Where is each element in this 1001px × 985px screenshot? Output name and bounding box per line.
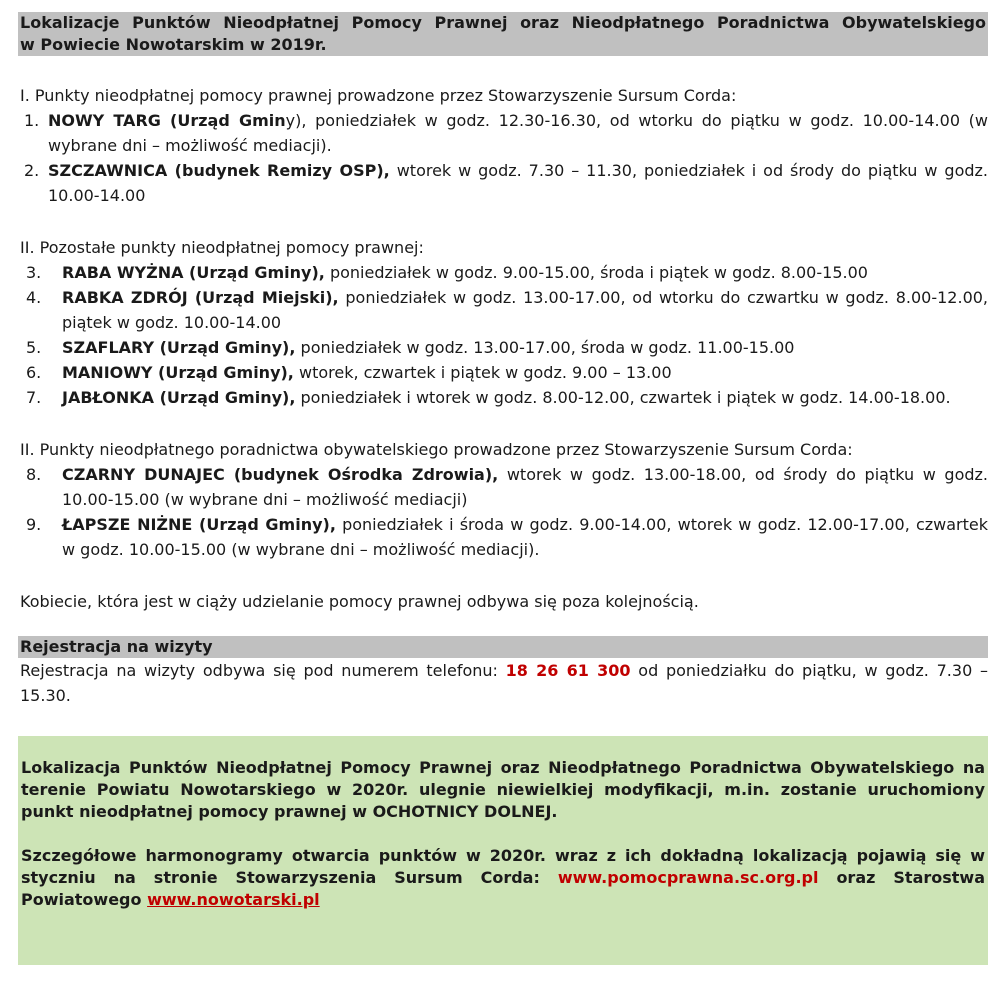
section-3-list — [18, 462, 988, 562]
item-hours: wtorek, czwartek i piątek w godz. 9.00 – 13.00 — [293, 363, 672, 382]
item-location: NOWY TARG (Urząd Gmin — [48, 111, 286, 130]
announcement-text-before: Szczegółowe harmonogramy otwarcia punktów w 2020r. wraz z ich dokładną lokalizacją pojawią się w styczniu na stronie Stowarzyszenia Sursum Corda: — [21, 846, 985, 887]
item-hours: wtorek w godz. 13.00-18.00, od środy do piątku w godz. 10.00-15.00 (w wybrane dni – możliwość mediacji) — [62, 465, 989, 509]
section-1-heading: I. Punkty nieodpłatnej pomocy prawnej prowadzone przez Stowarzyszenie Sursum Corda: — [20, 86, 737, 105]
item-number: 1. — [24, 111, 40, 130]
list-item — [18, 360, 988, 385]
list-item — [18, 335, 988, 360]
item-location: SZAFLARY (Urząd Gminy), — [62, 338, 296, 357]
item-hours: poniedziałek w godz. 9.00-15.00, środa i piątek w godz. 8.00-15.00 — [324, 263, 868, 282]
document-title — [18, 12, 988, 56]
section-2-heading: II. Pozostałe punkty nieodpłatnej pomocy prawnej: — [20, 238, 424, 257]
phone-number: 18 26 61 300 — [505, 661, 631, 680]
item-hours: poniedziałek w godz. 12.30-16.30, od wtorku do piątku w godz. 10.00-14.00 (w wybrane dni – możliwość mediacji). — [48, 111, 989, 155]
item-number: 7. — [26, 388, 42, 407]
section-3-heading: II. Punkty nieodpłatnego poradnictwa obywatelskiego prowadzone przez Stowarzyszenie Sursum Corda: — [20, 440, 853, 459]
announcement-text-middle: oraz Starostwa Powiatowego — [21, 868, 985, 909]
item-hours: poniedziałek w godz. 13.00-17.00, od wtorku do czwartku w godz. 8.00-12.00, piątek w godz. 10.00-14.00 — [62, 288, 989, 332]
registration-text — [18, 658, 988, 708]
title-line-2: w Powiecie Nowotarskim w 2019r. — [20, 35, 327, 54]
list-item — [18, 462, 988, 512]
section-2-list — [18, 260, 988, 410]
announcement-box — [18, 736, 988, 965]
announcement-paragraph-1: Lokalizacja Punktów Nieodpłatnej Pomocy Prawnej oraz Nieodpłatnego Poradnictwa Obywatelskiego na terenie Powiatu Nowotarskiego w 2020r. ulegnie niewielkiej modyfikacji, m.in. zostanie uruchomiony punkt nieodpłatnej pomocy prawnej w OCHOTNICY DOLNEJ. — [21, 758, 985, 821]
section-1-list — [18, 108, 988, 208]
registration-heading: Rejestracja na wizyty — [18, 636, 988, 658]
item-hours: poniedziałek i środa w godz. 9.00-14.00, wtorek w godz. 12.00-17.00, czwartek w godz. 10.00-15.00 (w wybrane dni – możliwość mediacji). — [62, 515, 989, 559]
item-number: 2. — [24, 161, 40, 180]
registration-text-after: od poniedziałku do piątku, w godz. 7.30 – 15.30. — [20, 661, 988, 705]
item-location-tail: y), — [285, 111, 307, 130]
list-item — [18, 108, 988, 158]
item-location: ŁAPSZE NIŻNE (Urząd Gminy), — [62, 515, 336, 534]
registration-text-before: Rejestracja na wizyty odbywa się pod numerem telefonu: — [20, 661, 506, 680]
title-line-1: Lokalizacje Punktów Nieodpłatnej Pomocy Prawnej oraz Nieodpłatnego Poradnictwa Obywatelskiego — [20, 13, 986, 32]
item-hours: wtorek w godz. 7.30 – 11.30, poniedziałek i od środy do piątku w godz. 10.00-14.00 — [48, 161, 988, 205]
item-location: MANIOWY (Urząd Gminy), — [62, 363, 294, 382]
item-number: 3. — [26, 263, 42, 282]
item-hours: poniedziałek i wtorek w godz. 8.00-12.00, czwartek i piątek w godz. 14.00-18.00. — [295, 388, 951, 407]
item-number: 6. — [26, 363, 42, 382]
document-page — [18, 12, 988, 965]
item-location: CZARNY DUNAJEC (budynek Ośrodka Zdrowia), — [62, 465, 499, 484]
pregnancy-note: Kobiecie, która jest w ciąży udzielanie pomocy prawnej odbywa się poza kolejnością. — [20, 592, 699, 611]
item-location: SZCZAWNICA (budynek Remizy OSP), — [48, 161, 390, 180]
list-item — [18, 385, 988, 410]
item-number: 9. — [26, 515, 42, 534]
list-item — [18, 512, 988, 562]
item-number: 5. — [26, 338, 42, 357]
item-hours: poniedziałek w godz. 13.00-17.00, środa w godz. 11.00-15.00 — [295, 338, 795, 357]
item-location: RABA WYŻNA (Urząd Gminy), — [62, 263, 325, 282]
list-item — [18, 260, 988, 285]
item-number: 8. — [26, 465, 42, 484]
list-item — [18, 158, 988, 208]
item-location: RABKA ZDRÓJ (Urząd Miejski), — [62, 288, 339, 307]
nowotarski-link[interactable]: www.nowotarski.pl — [147, 890, 320, 909]
item-location: JABŁONKA (Urząd Gminy), — [62, 388, 296, 407]
item-number: 4. — [26, 288, 42, 307]
sursum-corda-link[interactable]: www.pomocprawna.sc.org.pl — [557, 868, 819, 887]
list-item — [18, 285, 988, 335]
announcement-paragraph-2 — [21, 845, 985, 911]
